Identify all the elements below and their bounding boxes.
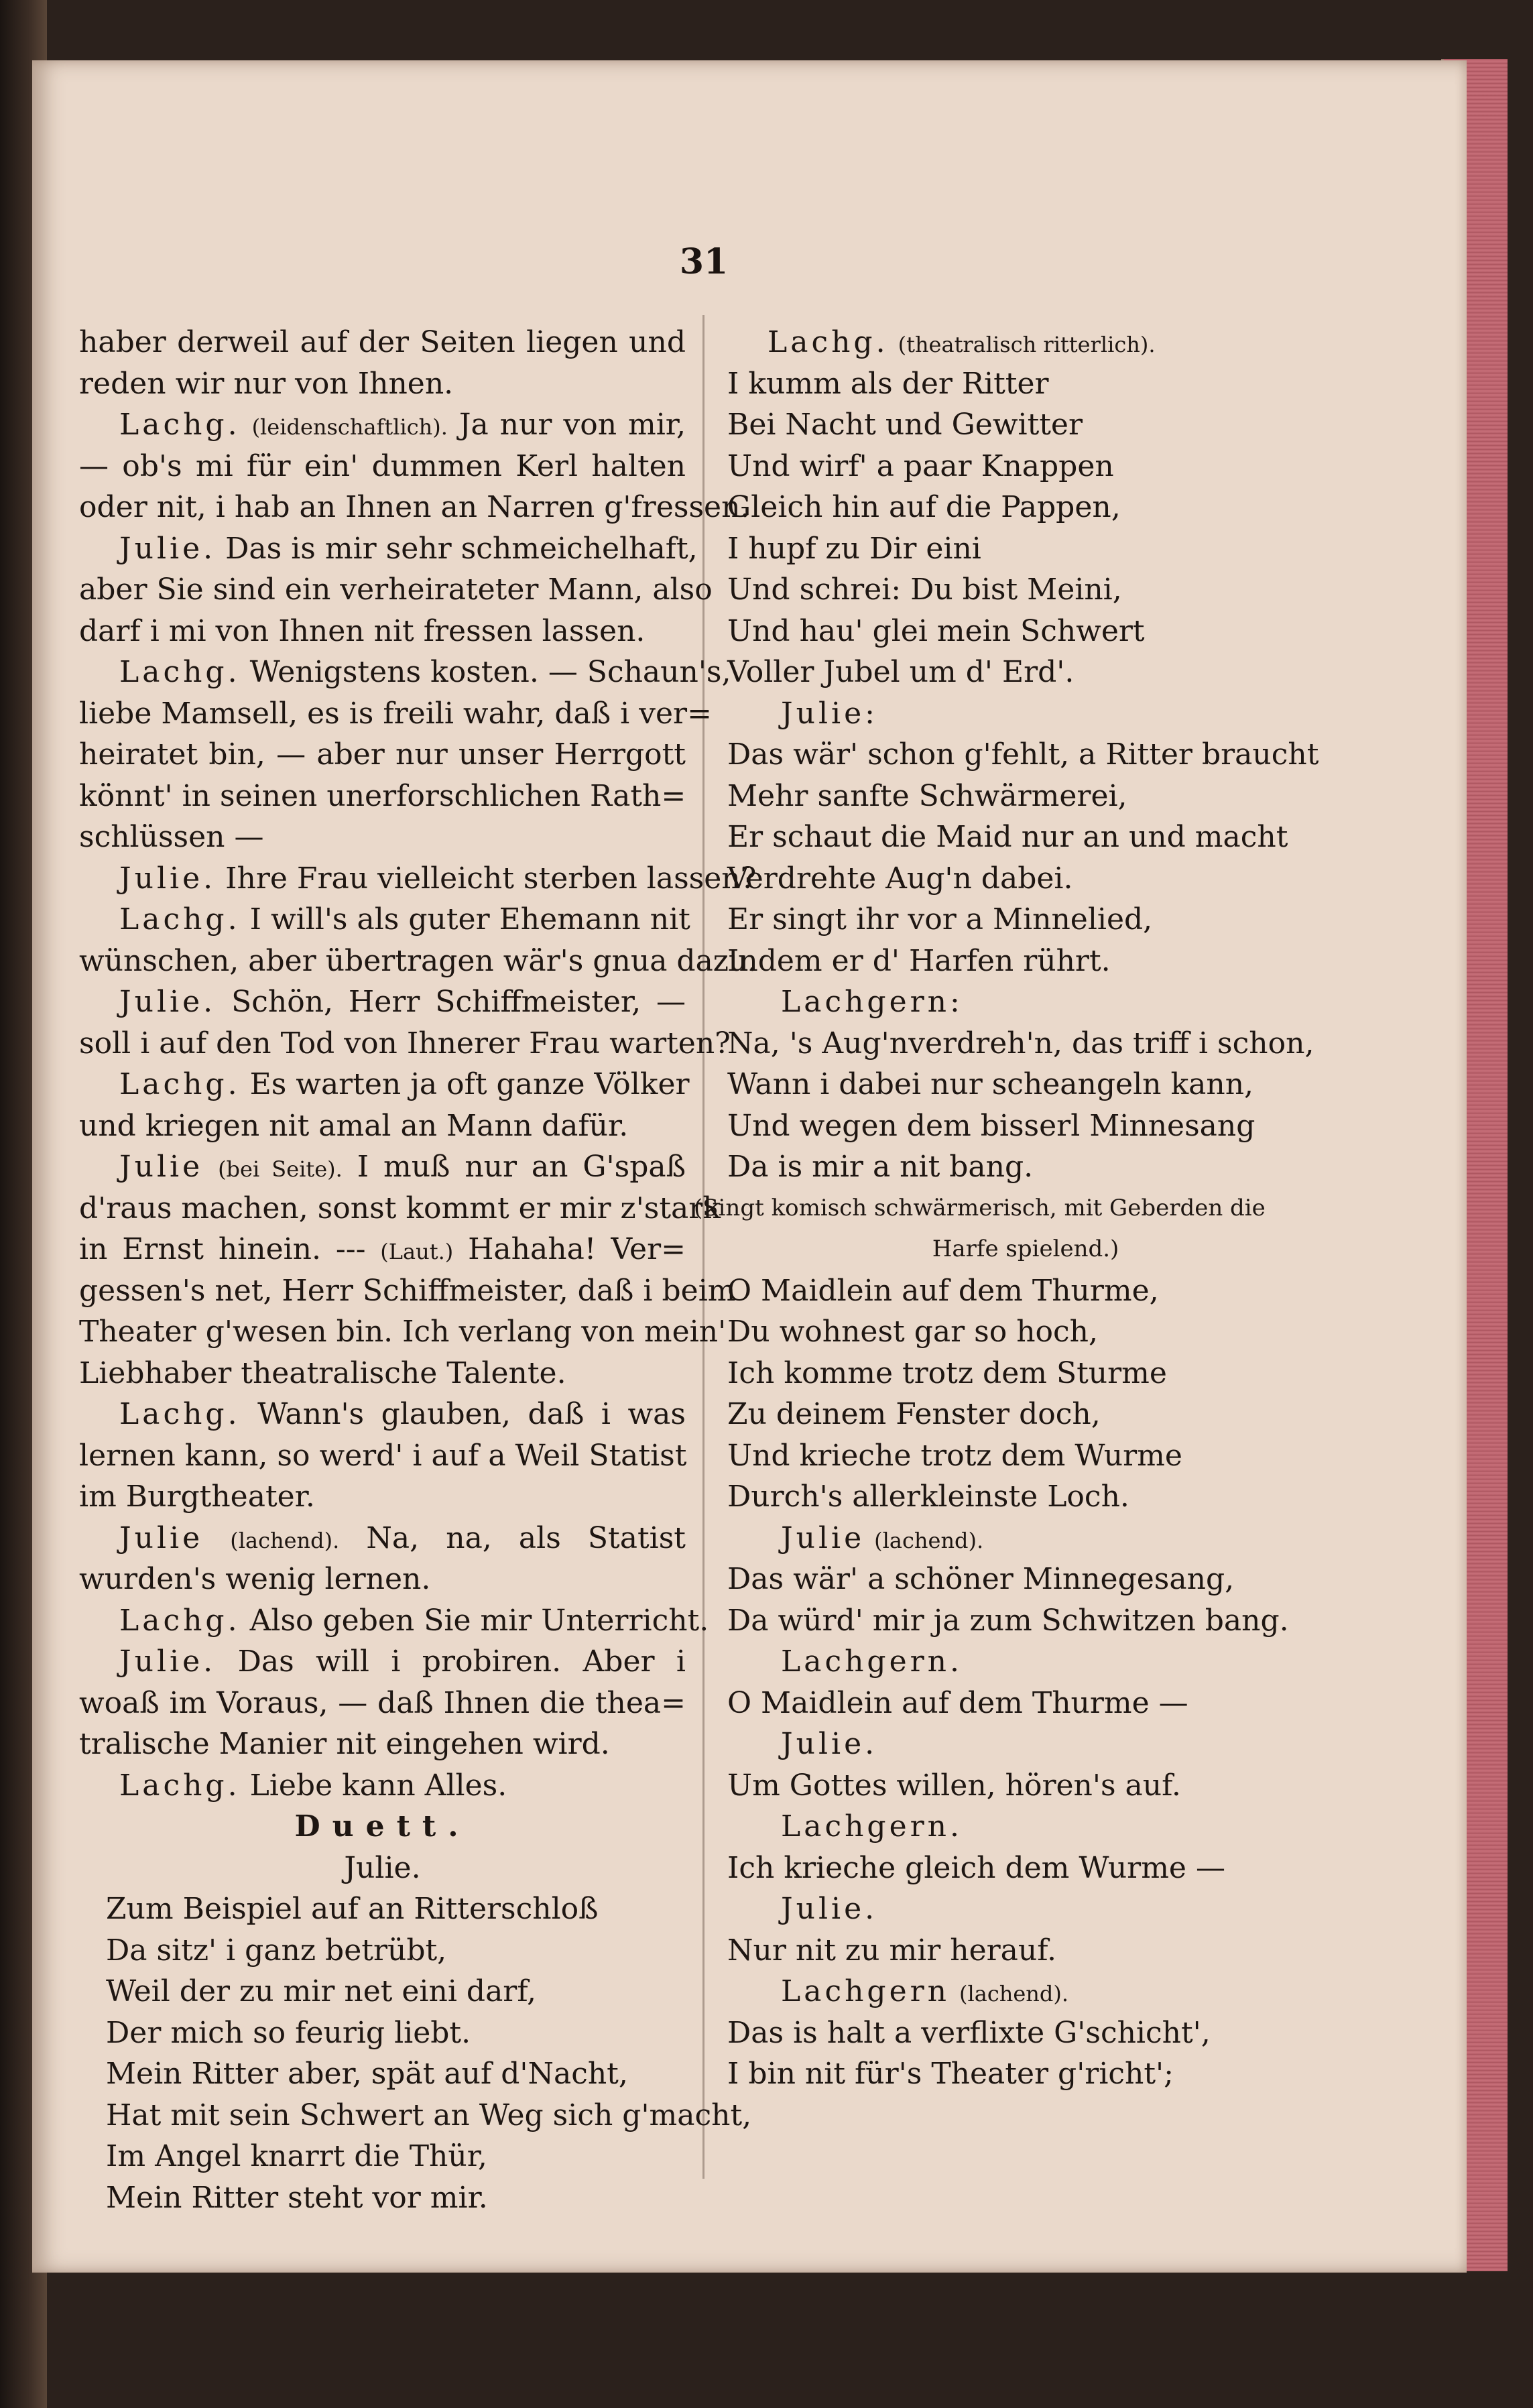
dialogue-text: Wann's glauben, daß i was [257, 1397, 686, 1431]
speaker-name: Lachg. [119, 408, 241, 442]
text-line: woaß im Voraus, — daß Ihnen die thea= [79, 1685, 686, 1720]
verse-line: I hupf zu Dir eini [727, 531, 981, 566]
dialogue-line [727, 1971, 1324, 2012]
text-line: oder nit, i hab an Ihnen an Narren g'fressen. [79, 490, 750, 524]
stage-direction: (bei Seite). [218, 1156, 343, 1182]
dialogue-line [79, 1229, 686, 1270]
dialogue-text: Ja nur von mir, [458, 408, 686, 442]
stage-direction: (Laut.) [380, 1239, 454, 1264]
stage-direction: (Singt komisch schwärmerisch, mit Geberden die [694, 1194, 1266, 1221]
text-line: gessen's net, Herr Schiffmeister, daß i beim [79, 1273, 736, 1308]
text-line: d'raus machen, sonst kommt er mir z'stark [79, 1191, 721, 1225]
verse-line: Da würd' mir ja zum Schwitzen bang. [727, 1603, 1289, 1638]
stage-direction: (theatralisch ritterlich). [898, 332, 1156, 357]
verse-line: I kumm als der Ritter [727, 366, 1049, 401]
text-line: Theater g'wesen bin. Ich verlang von mein' [79, 1315, 727, 1349]
speaker-name: Julie. [119, 861, 217, 896]
verse-line: Weil der zu mir net eini darf, [106, 1974, 537, 2008]
speaker-name: Lachg. [768, 325, 889, 359]
verse-line: O Maidlein auf dem Thurme, [727, 1273, 1159, 1308]
dialogue-text: Na, na, als Statist [366, 1520, 686, 1555]
dialogue-line [727, 1518, 1324, 1559]
verse-line: Er schaut die Maid nur an und macht [727, 820, 1288, 854]
speaker-name: Lachg. [119, 902, 241, 937]
text-line: — ob's mi für ein' dummen Kerl halten [79, 448, 686, 483]
text-line: reden wir nur von Ihnen. [79, 366, 454, 401]
dialogue-line [79, 1064, 690, 1105]
verse-line: Verdrehte Aug'n dabei. [727, 861, 1073, 896]
dialogue-line [79, 981, 686, 1023]
verse-line: Gleich hin auf die Pappen, [727, 490, 1121, 524]
text-line: tralische Manier nit eingehen wird. [79, 1727, 610, 1761]
dialogue-text: Liebe kann Alles. [249, 1768, 507, 1803]
stage-direction: (lachend). [959, 1981, 1069, 2006]
dialogue-line [79, 1765, 686, 1807]
verse-line: Da is mir a nit bang. [727, 1150, 1034, 1184]
text-line: schlüssen — [79, 820, 264, 854]
verse-line: Und schrei: Du bist Meini, [727, 573, 1122, 607]
verse-line: Zu deinem Fenster doch, [727, 1397, 1101, 1431]
verse-line: Nur nit zu mir herauf. [727, 1933, 1056, 1968]
speaker-heading: Lachgern. [781, 1644, 963, 1679]
speaker-name: Julie. [119, 985, 217, 1019]
right-column [694, 322, 1324, 2095]
dialogue-line [79, 528, 698, 570]
dialogue-text: Das is mir sehr schmeichelhaft, [225, 531, 698, 566]
speaker-heading: Julie. [781, 1727, 878, 1761]
verse-line: Indem er d' Harfen rührt. [727, 943, 1111, 978]
speaker-name: Lachgern [781, 1974, 951, 2008]
text-line: aber Sie sind ein verheirateter Mann, also [79, 573, 713, 607]
dialogue-line [79, 652, 731, 693]
speaker-name: Julie. [119, 531, 217, 566]
stage-direction: (lachend). [874, 1527, 984, 1553]
verse-line: Wann i dabei nur scheangeln kann, [727, 1067, 1254, 1101]
dialogue-line [79, 1394, 686, 1435]
verse-line: Zum Beispiel auf an Ritterschloß [106, 1892, 599, 1926]
verse-line: Hat mit sein Schwert an Weg sich g'macht, [106, 2098, 752, 2132]
dialogue-line [727, 322, 1324, 363]
stage-direction: Harfe spielend.) [932, 1236, 1119, 1262]
text-line: liebe Mamsell, es is freili wahr, daß i ver= [79, 696, 712, 731]
verse-line: Voller Jubel um d' Erd'. [727, 655, 1075, 689]
verse-line: Bei Nacht und Gewitter [727, 408, 1083, 442]
text-line: Liebhaber theatralische Talente. [79, 1356, 566, 1390]
dialogue-line [79, 1641, 686, 1683]
speaker-heading: Julie: [781, 696, 878, 731]
text-line: und kriegen nit amal an Mann dafür. [79, 1108, 629, 1143]
verse-line: Durch's allerkleinste Loch. [727, 1480, 1129, 1514]
verse-line: Mehr sanfte Schwärmerei, [727, 778, 1127, 813]
dialogue-text: Ihre Frau vielleicht sterben lassen? [225, 861, 757, 896]
speaker-heading: Lachgern. [781, 1809, 963, 1844]
text-line: haber derweil auf der Seiten liegen und [79, 325, 686, 359]
verse-line: Und krieche trotz dem Wurme [727, 1438, 1182, 1473]
dialogue-text: Also geben Sie mir Unterricht. [249, 1603, 709, 1638]
text-line: könnt' in seinen unerforschlichen Rath= [79, 778, 686, 813]
dialogue-line [79, 404, 686, 446]
speaker-name: Julie [781, 1520, 865, 1555]
dialogue-line [79, 1146, 686, 1188]
section-heading: Duett. [294, 1809, 471, 1844]
text-line: wurden's wenig lernen. [79, 1562, 431, 1596]
text-line: heiratet bin, — aber nur unser Herrgott [79, 737, 686, 772]
verse-line: Das wär' schon g'fehlt, a Ritter braucht [727, 737, 1319, 772]
dialogue-line [79, 899, 690, 941]
speaker-name: Lachg. [119, 1397, 241, 1431]
stage-direction: (lachend). [230, 1527, 340, 1553]
dialogue-text: Hahaha! Ver= [468, 1232, 686, 1266]
text-line: im Burgtheater. [79, 1480, 315, 1514]
verse-line: Mein Ritter aber, spät auf d'Nacht, [106, 2057, 628, 2091]
speaker-name: Julie. [119, 1644, 217, 1679]
verse-line: Und wegen dem bisserl Minnesang [727, 1108, 1255, 1143]
speaker-name: Julie [119, 1520, 204, 1555]
speaker-name: Lachg. [119, 1067, 241, 1101]
dialogue-text: Schön, Herr Schiffmeister, — [231, 985, 686, 1019]
verse-line: Na, 's Aug'nverdreh'n, das triff i schon, [727, 1026, 1314, 1061]
dialogue-line [79, 1518, 686, 1559]
verse-line: Im Angel knarrt die Thür, [106, 2139, 487, 2173]
dialogue-text: Das will i probiren. Aber i [237, 1644, 686, 1679]
dialogue-text: Es warten ja oft ganze Völker [249, 1067, 690, 1101]
stage-direction: (leidenschaftlich). [251, 414, 448, 440]
speaker-heading: Lachgern: [781, 985, 963, 1019]
speaker-heading: Julie. [781, 1892, 878, 1926]
verse-line: Du wohnest gar so hoch, [727, 1315, 1098, 1349]
dialogue-line [79, 1600, 709, 1642]
page-number: 31 [679, 241, 729, 282]
text-line: lernen kann, so werd' i auf a Weil Statist [79, 1438, 687, 1473]
text-line: soll i auf den Tod von Ihnerer Frau warten? [79, 1026, 731, 1061]
dialogue-text: in Ernst hinein. --- [79, 1232, 366, 1266]
verse-line: Da sitz' i ganz betrübt, [106, 1933, 447, 1968]
verse-line: I bin nit für's Theater g'richt'; [727, 2057, 1174, 2091]
speaker-name: Lachg. [119, 1603, 241, 1638]
speaker-name: Lachg. [119, 1768, 241, 1803]
verse-line: O Maidlein auf dem Thurme — [727, 1685, 1188, 1720]
verse-line: Und wirf' a paar Knappen [727, 448, 1114, 483]
verse-line: Ich krieche gleich dem Wurme — [727, 1850, 1225, 1885]
verse-line: Der mich so feurig liebt. [106, 2015, 471, 2050]
verse-line: Er singt ihr vor a Minnelied, [727, 902, 1153, 937]
dialogue-text: I muß nur an G'spaß [357, 1150, 686, 1184]
verse-line: Um Gottes willen, hören's auf. [727, 1768, 1181, 1803]
speaker-name: Lachg. [119, 655, 241, 689]
text-line: wünschen, aber übertragen wär's gnua dazu. [79, 943, 757, 978]
dialogue-text: I will's als guter Ehemann nit [249, 902, 690, 937]
speaker-name: Julie [119, 1150, 204, 1184]
verse-line: Das is halt a verflixte G'schicht', [727, 2015, 1211, 2050]
text-line: darf i mi von Ihnen nit fressen lassen. [79, 613, 646, 648]
verse-line: Und hau' glei mein Schwert [727, 613, 1145, 648]
verse-line: Ich komme trotz dem Sturme [727, 1356, 1167, 1390]
speaker-heading: Julie. [344, 1850, 421, 1885]
dialogue-line [79, 858, 757, 900]
verse-line: Das wär' a schöner Minnegesang, [727, 1562, 1235, 1596]
left-column [79, 322, 757, 2218]
dialogue-text: Wenigstens kosten. — Schaun's, [249, 655, 731, 689]
verse-line: Mein Ritter steht vor mir. [106, 2180, 488, 2215]
